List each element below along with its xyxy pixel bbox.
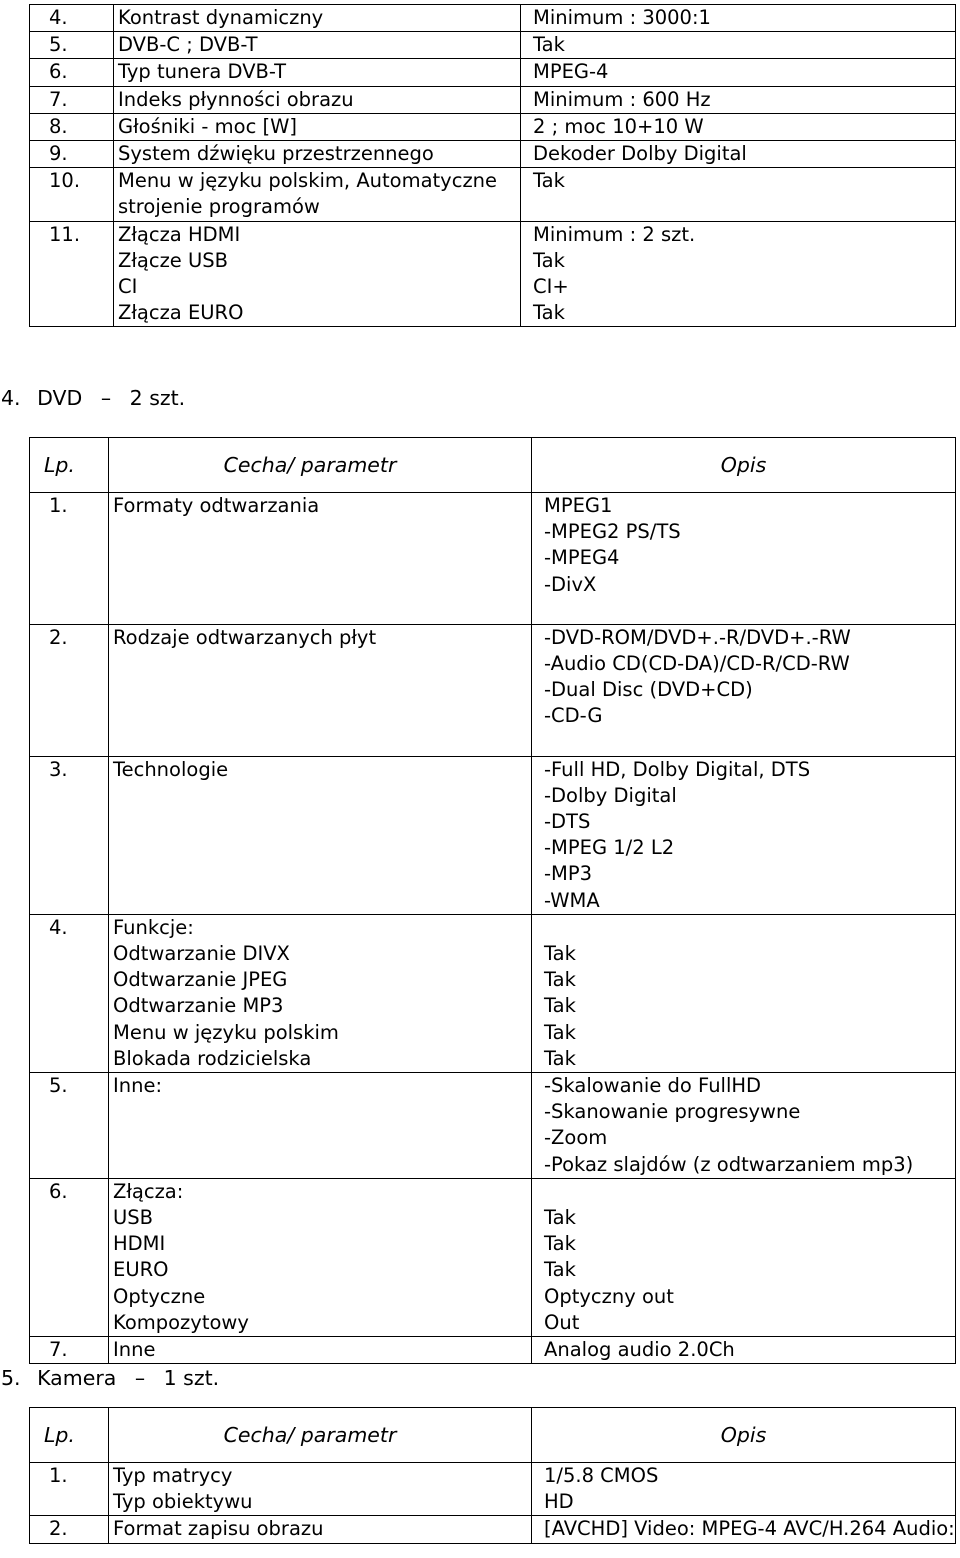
value-line: MPEG-4 xyxy=(533,60,609,84)
camera-section-heading xyxy=(1,1366,219,1390)
parameter-line: EURO xyxy=(113,1258,169,1282)
table-row xyxy=(30,1337,956,1364)
parameter-line: Technologie xyxy=(113,757,229,781)
value-line: Analog audio 2.0Ch xyxy=(544,1338,735,1362)
camera-spec-table xyxy=(29,1407,956,1544)
row-number: 7. xyxy=(30,86,114,113)
value-line: Out xyxy=(544,1310,580,1334)
parameter-line: System dźwięku przestrzennego xyxy=(118,142,434,166)
section-name: Kamera xyxy=(37,1366,117,1390)
row-parameter xyxy=(109,1337,532,1364)
header-param: Cecha/ parametr xyxy=(109,438,532,493)
header-desc: Opis xyxy=(532,438,956,493)
value-line: -MPEG 1/2 L2 xyxy=(544,836,675,860)
parameter-line: strojenie programów xyxy=(118,195,320,219)
row-number: 4. xyxy=(30,5,114,32)
value-line xyxy=(544,915,955,941)
value-line: HD xyxy=(544,1490,574,1514)
row-value xyxy=(521,32,956,59)
parameter-line: Złącza HDMI xyxy=(118,222,241,246)
row-parameter xyxy=(114,59,521,86)
row-value xyxy=(521,86,956,113)
row-number: 1. xyxy=(30,1463,109,1516)
value-line: Tak xyxy=(544,1232,576,1256)
value-line: -WMA xyxy=(544,888,600,912)
header-param: Cecha/ parametr xyxy=(109,1408,532,1463)
row-number: 5. xyxy=(30,32,114,59)
row-parameter xyxy=(114,168,521,221)
value-line: -Pokaz slajdów (z odtwarzaniem mp3) xyxy=(544,1152,914,1176)
parameter-line: Złącza EURO xyxy=(118,301,244,325)
table-row xyxy=(30,1178,956,1336)
section-number: 5. xyxy=(1,1366,21,1390)
row-parameter xyxy=(109,1463,532,1516)
dvd-spec-table xyxy=(29,437,956,1364)
table-row xyxy=(30,1516,956,1543)
table-header-row xyxy=(30,438,956,493)
row-value xyxy=(521,141,956,168)
value-line: Dekoder Dolby Digital xyxy=(533,142,747,166)
parameter-line: Złącze USB xyxy=(118,248,229,272)
row-parameter xyxy=(109,493,532,625)
parameter-line: Typ tunera DVB-T xyxy=(118,60,287,84)
value-line: -MPEG4 xyxy=(544,546,620,570)
parameter-line: DVB-C ; DVB-T xyxy=(118,33,258,57)
row-value xyxy=(532,1073,956,1179)
value-line: -Dolby Digital xyxy=(544,783,677,807)
value-line: -Dual Disc (DVD+CD) xyxy=(544,678,753,702)
section-quantity: 1 szt. xyxy=(163,1366,220,1390)
section-quantity: 2 szt. xyxy=(129,386,186,410)
parameter-line: Inne xyxy=(113,1338,156,1362)
value-line: Tak xyxy=(544,968,576,992)
parameter-line: Głośniki - moc [W] xyxy=(118,114,298,138)
parameter-line: Menu w języku polskim, Automatyczne xyxy=(118,169,498,193)
parameter-line: Odtwarzanie MP3 xyxy=(113,994,284,1018)
row-parameter xyxy=(114,141,521,168)
row-number: 2. xyxy=(30,624,109,756)
value-line: -DVD-ROM/DVD+.-R/DVD+.-RW xyxy=(544,625,851,649)
table-row xyxy=(30,86,956,113)
row-value xyxy=(521,221,956,327)
table-row xyxy=(30,5,956,32)
dvd-section-heading xyxy=(1,386,185,410)
row-number: 6. xyxy=(30,59,114,86)
row-number: 5. xyxy=(30,1073,109,1179)
row-value xyxy=(521,59,956,86)
row-value xyxy=(532,1178,956,1336)
table-row xyxy=(30,624,956,756)
parameter-line: Optyczne xyxy=(113,1284,206,1308)
parameter-line: Menu w języku polskim xyxy=(113,1020,339,1044)
value-line: -Skalowanie do FullHD xyxy=(544,1074,762,1098)
value-line: Tak xyxy=(533,248,565,272)
row-value xyxy=(532,1337,956,1364)
header-lp: Lp. xyxy=(30,1408,109,1463)
value-line: Tak xyxy=(544,1258,576,1282)
row-parameter xyxy=(114,86,521,113)
header-lp: Lp. xyxy=(30,438,109,493)
parameter-line: CI xyxy=(118,275,138,299)
value-line: Tak xyxy=(533,169,565,193)
parameter-line: USB xyxy=(113,1206,154,1230)
value-line: Tak xyxy=(544,1206,576,1230)
row-parameter xyxy=(109,1178,532,1336)
row-number: 3. xyxy=(30,756,109,914)
table-row xyxy=(30,493,956,625)
row-value xyxy=(532,624,956,756)
section-dash: – xyxy=(100,386,112,410)
header-desc: Opis xyxy=(532,1408,956,1463)
row-parameter xyxy=(109,1073,532,1179)
row-number: 4. xyxy=(30,914,109,1072)
value-line: Tak xyxy=(544,994,576,1018)
row-parameter xyxy=(114,221,521,327)
table-row xyxy=(30,1073,956,1179)
parameter-line: Kontrast dynamiczny xyxy=(118,6,324,29)
table-row xyxy=(30,1463,956,1516)
value-line: Tak xyxy=(533,33,565,57)
parameter-line: Typ matrycy xyxy=(113,1464,233,1487)
row-number: 1. xyxy=(30,493,109,625)
row-number: 9. xyxy=(30,141,114,168)
value-line: 1/5.8 CMOS xyxy=(544,1464,659,1487)
row-parameter xyxy=(109,1516,532,1543)
parameter-line: HDMI xyxy=(113,1232,166,1256)
row-value xyxy=(532,914,956,1072)
row-value xyxy=(532,1463,956,1516)
value-line: Tak xyxy=(544,1020,576,1044)
value-line: -Audio CD(CD-DA)/CD-R/CD-RW xyxy=(544,652,850,676)
parameter-line: Format zapisu obrazu xyxy=(113,1517,324,1541)
value-line: -DTS xyxy=(544,810,591,834)
row-value xyxy=(521,5,956,32)
value-line xyxy=(544,1179,955,1205)
row-parameter xyxy=(114,113,521,140)
table-row xyxy=(30,756,956,914)
row-parameter xyxy=(114,32,521,59)
row-parameter xyxy=(114,5,521,32)
row-number: 7. xyxy=(30,1337,109,1364)
value-line: -Full HD, Dolby Digital, DTS xyxy=(544,757,811,781)
parameter-line: Funkcje: xyxy=(113,915,194,939)
row-parameter xyxy=(109,756,532,914)
table-header-row xyxy=(30,1408,956,1463)
section-name: DVD xyxy=(37,386,83,410)
parameter-line: Typ obiektywu xyxy=(113,1490,253,1514)
row-number: 11. xyxy=(30,221,114,327)
value-line: Optyczny out xyxy=(544,1284,674,1308)
table-row xyxy=(30,141,956,168)
parameter-line: Złącza: xyxy=(113,1179,184,1203)
parameter-line: Indeks płynności obrazu xyxy=(118,87,354,111)
row-value xyxy=(532,756,956,914)
value-line: Tak xyxy=(544,942,576,966)
table-row xyxy=(30,221,956,327)
value-line: Tak xyxy=(533,301,565,325)
row-parameter xyxy=(109,624,532,756)
row-value xyxy=(532,493,956,625)
table-row xyxy=(30,914,956,1072)
section-dash: – xyxy=(134,1366,146,1390)
parameter-line: Inne: xyxy=(113,1074,163,1098)
value-line: 2 ; moc 10+10 W xyxy=(533,114,704,138)
parameter-line: Kompozytowy xyxy=(113,1310,249,1334)
tv-spec-table xyxy=(29,4,956,327)
row-number: 8. xyxy=(30,113,114,140)
value-line: -Skanowanie progresywne xyxy=(544,1100,801,1124)
value-line: Minimum : 600 Hz xyxy=(533,87,711,111)
value-line: -Zoom xyxy=(544,1126,608,1150)
row-parameter xyxy=(109,914,532,1072)
parameter-line: Rodzaje odtwarzanych płyt xyxy=(113,625,377,649)
parameter-line: Odtwarzanie DIVX xyxy=(113,942,290,966)
value-line: Minimum : 2 szt. xyxy=(533,222,696,246)
section-number: 4. xyxy=(1,386,21,410)
row-value xyxy=(521,168,956,221)
parameter-line: Odtwarzanie JPEG xyxy=(113,968,288,992)
value-line: MPEG1 xyxy=(544,494,613,517)
row-number: 6. xyxy=(30,1178,109,1336)
value-line: -MP3 xyxy=(544,862,593,886)
row-value xyxy=(532,1516,956,1543)
row-number: 2. xyxy=(30,1516,109,1543)
value-line: CI+ xyxy=(533,275,569,299)
value-line: Minimum : 3000:1 xyxy=(533,6,711,29)
table-row xyxy=(30,32,956,59)
value-line: -CD-G xyxy=(544,704,603,728)
table-row xyxy=(30,113,956,140)
value-line: Tak xyxy=(544,1046,576,1070)
row-value xyxy=(521,113,956,140)
value-line: [AVCHD] Video: MPEG-4 AVC/H.264 Audio: xyxy=(544,1517,955,1541)
value-line: -DivX xyxy=(544,572,597,596)
parameter-line: Formaty odtwarzania xyxy=(113,494,320,517)
row-number: 10. xyxy=(30,168,114,221)
table-row xyxy=(30,59,956,86)
table-row xyxy=(30,168,956,221)
value-line: -MPEG2 PS/TS xyxy=(544,520,681,544)
parameter-line: Blokada rodzicielska xyxy=(113,1046,312,1070)
